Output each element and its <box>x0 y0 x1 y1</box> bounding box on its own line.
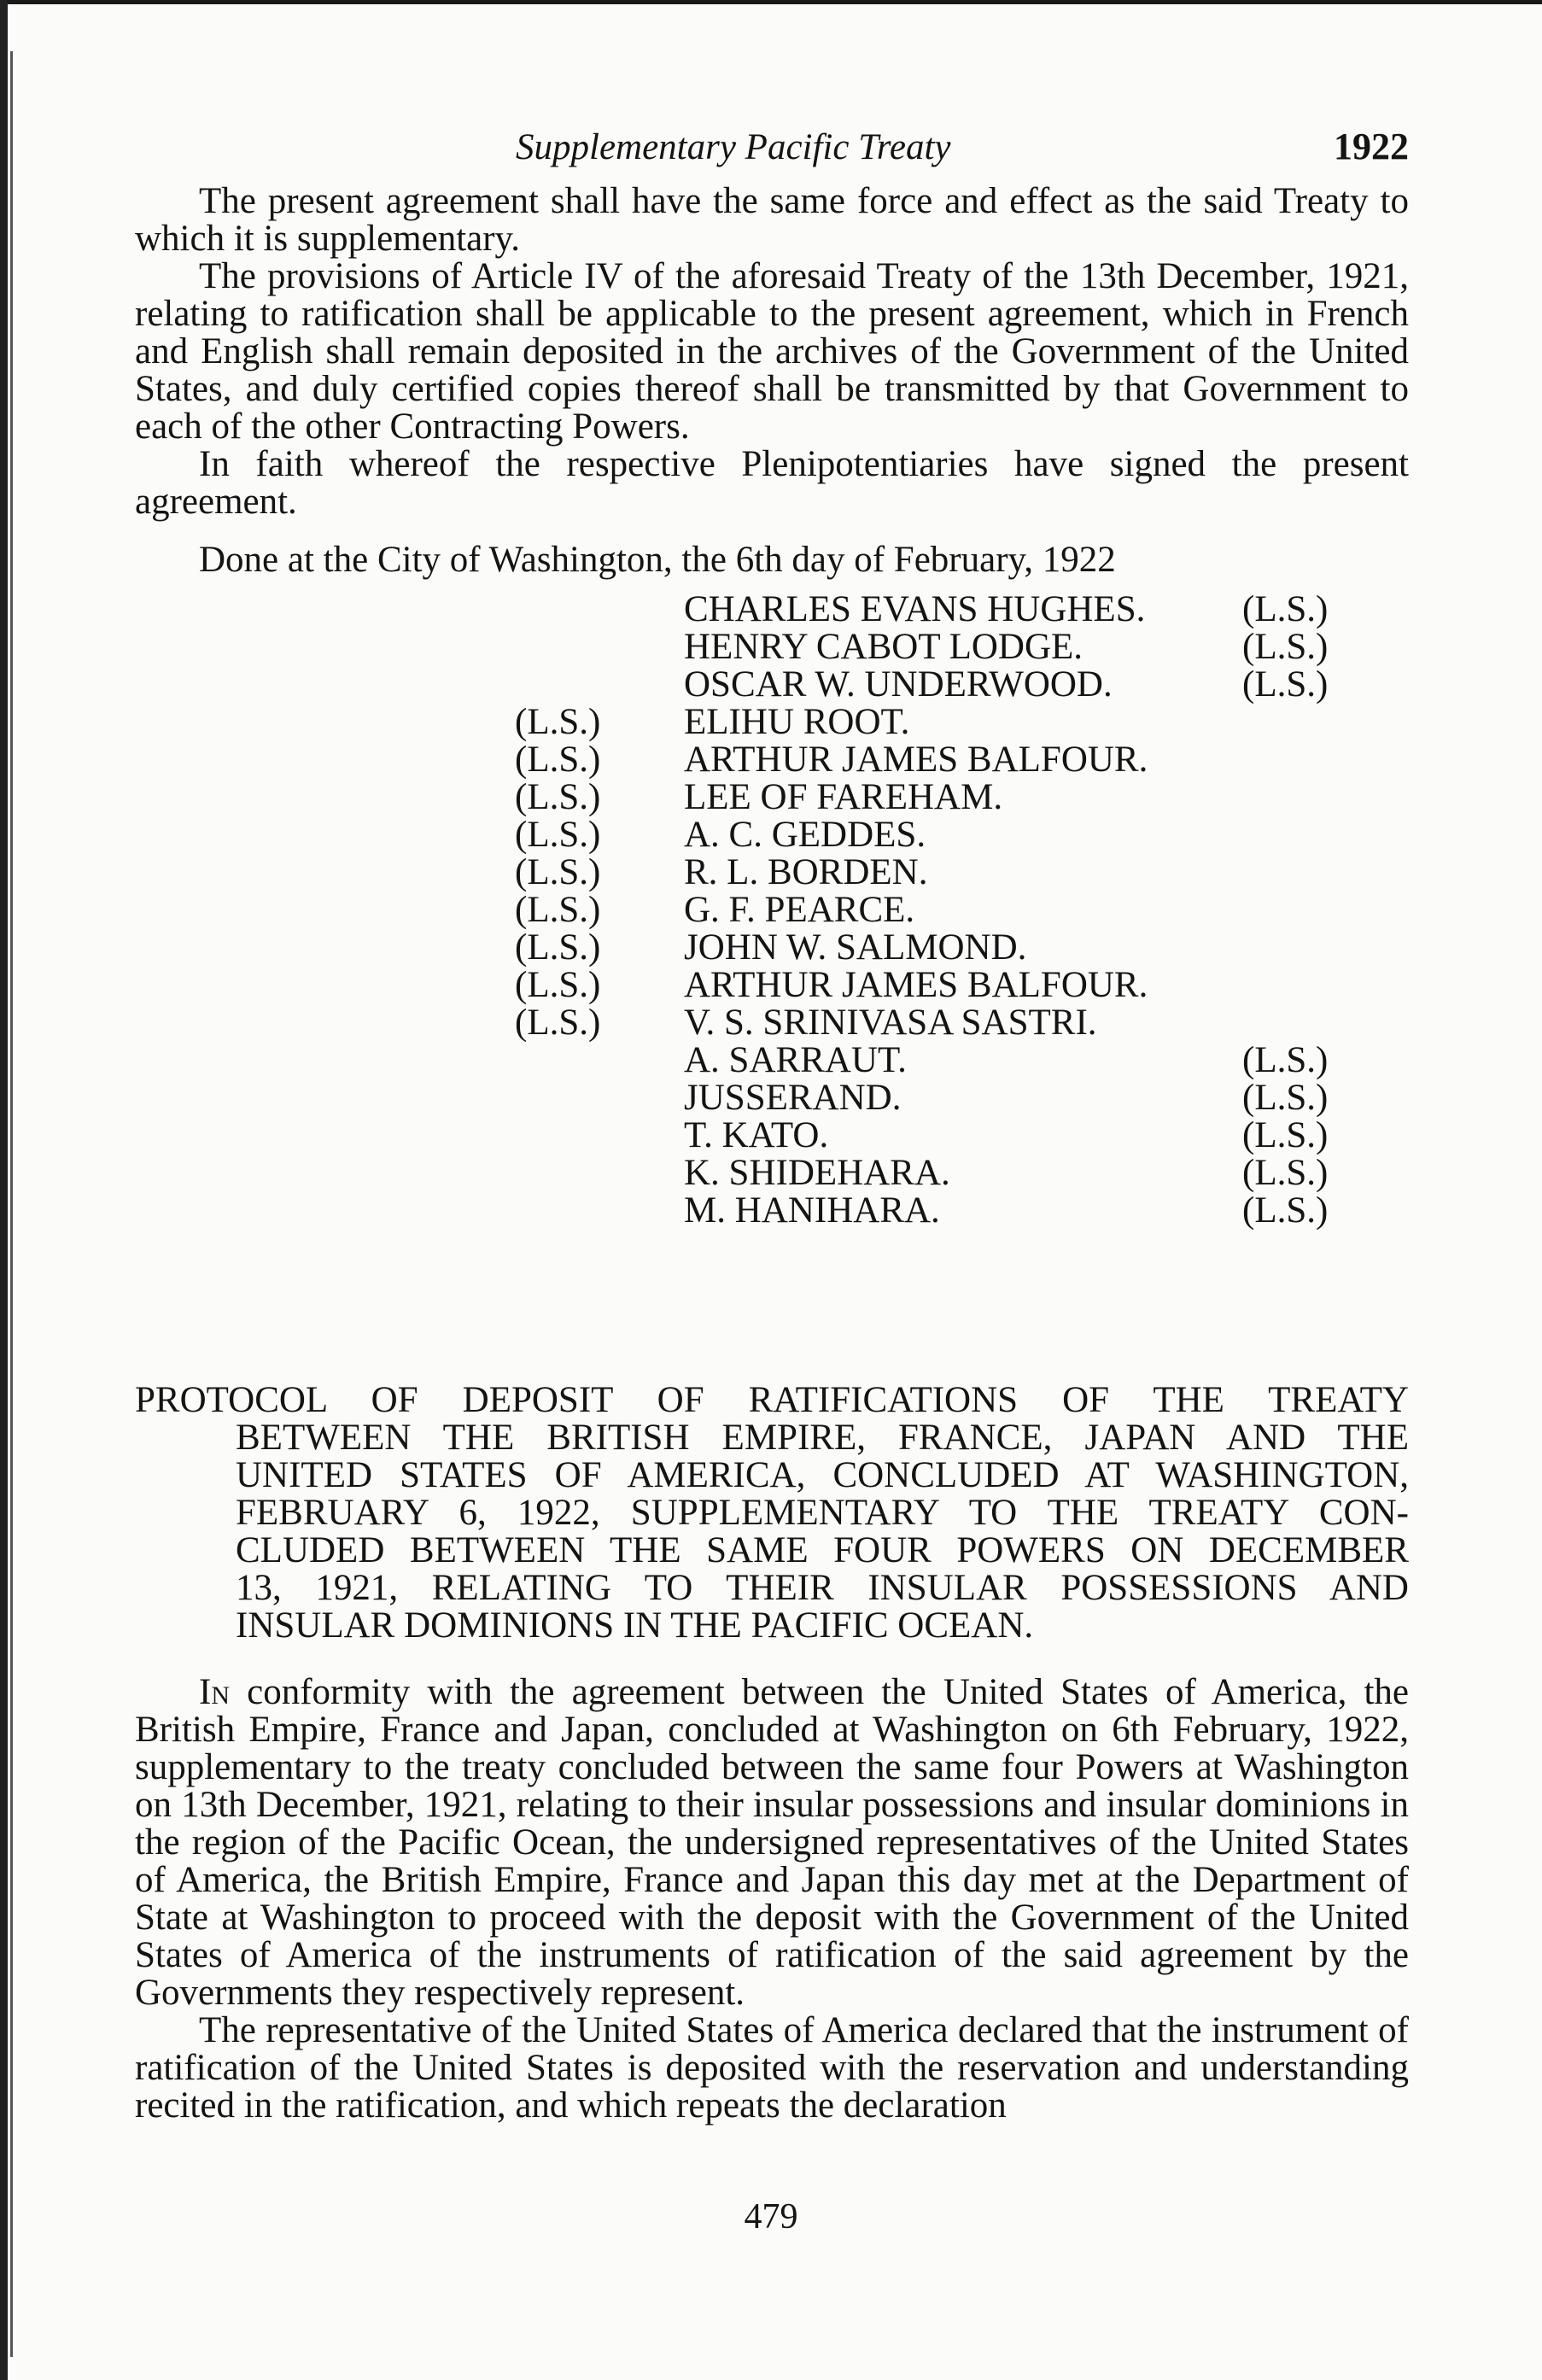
paragraph: The provisions of Article IV of the aforesaid Treaty of the 13th December, 1921, relating to ratification shall be applicable to the present agreement, which in French and English shall remain deposited in the archives of the Government of the United States, and duly certified copies thereof shall be transmitted by that Government to each of the other Contracting Powers. <box>135 256 1409 447</box>
signature-row <box>135 816 1409 854</box>
done-at-line: Done at the City of Washington, the 6th day of February, 1922 <box>199 540 1116 580</box>
signatory-name: A. SARRAUT. <box>684 1040 907 1080</box>
signatory-name: A. C. GEDDES. <box>684 815 926 855</box>
protocol-title-line: CLUDED BETWEEN THE SAME FOUR POWERS ON DECEMBER <box>236 1530 1409 1570</box>
seal-left: (L.S.) <box>515 777 601 817</box>
signature-row <box>135 1004 1409 1042</box>
signatory-name: HENRY CABOT LODGE. <box>684 627 1083 667</box>
scan-edge-left <box>0 0 8 2380</box>
signature-row <box>135 666 1409 704</box>
signatory-name: M. HANIHARA. <box>684 1190 940 1231</box>
seal-right: (L.S.) <box>1242 1040 1329 1080</box>
signatory-name: JOHN W. SALMOND. <box>684 927 1027 968</box>
protocol-title-line: BETWEEN THE BRITISH EMPIRE, FRANCE, JAPAN AND THE <box>236 1418 1409 1458</box>
scan-edge-top <box>0 0 1542 4</box>
running-header <box>135 128 1409 183</box>
protocol-title-line: 13, 1921, RELATING TO THEIR INSULAR POSSESSIONS AND <box>236 1568 1409 1608</box>
seal-right: (L.S.) <box>1242 1078 1329 1118</box>
signatory-name: ARTHUR JAMES BALFOUR. <box>684 965 1148 1005</box>
signature-row <box>135 1079 1409 1117</box>
seal-left: (L.S.) <box>515 740 601 780</box>
signature-row <box>135 1192 1409 1230</box>
running-title: Supplementary Pacific Treaty <box>516 127 951 167</box>
scan-edge-left-inner <box>10 51 13 2357</box>
signatory-name: T. KATO. <box>684 1115 829 1155</box>
seal-left: (L.S.) <box>515 1003 601 1043</box>
protocol-title-line: FEBRUARY 6, 1922, SUPPLEMENTARY TO THE TREATY CON- <box>236 1493 1409 1533</box>
seal-right: (L.S.) <box>1242 1190 1329 1231</box>
signature-row <box>135 591 1409 629</box>
seal-right: (L.S.) <box>1242 664 1329 705</box>
protocol-paragraph <box>135 1674 1409 2012</box>
signatory-name: V. S. SRINIVASA SASTRI. <box>684 1003 1097 1043</box>
signature-row <box>135 1042 1409 1079</box>
seal-left: (L.S.) <box>515 815 601 855</box>
page-number: 479 <box>744 2197 798 2237</box>
lead-word: In <box>199 1672 230 1712</box>
signature-row <box>135 854 1409 892</box>
signature-row <box>135 1117 1409 1155</box>
signatory-name: ARTHUR JAMES BALFOUR. <box>684 740 1148 780</box>
paragraph-text: conformity with the agreement between the United States of America, the British Empire, France and Japan, concluded at Washington on 6th February, 1922, supplementary to the treaty concluded between the same four Powers at Washington on 13th December, 1921, relating to their insular possessions and insular dominions in the region of the Pacific Ocean, the undersigned representatives of the United States of America, the British Empire, France and Japan this day met at the Department of State at Washington to proceed with the deposit with the Government of the United States of America of the instruments of ratification of the said agreement by the Governments they respectively represent. <box>135 1672 1409 2013</box>
document-page <box>135 128 1409 2125</box>
signatory-name: OSCAR W. UNDERWOOD. <box>684 664 1113 705</box>
signature-row <box>135 741 1409 779</box>
seal-right: (L.S.) <box>1242 1153 1329 1193</box>
signatory-name: R. L. BORDEN. <box>684 852 928 892</box>
signature-row <box>135 967 1409 1004</box>
seal-left: (L.S.) <box>515 852 601 892</box>
signatory-name: CHARLES EVANS HUGHES. <box>684 589 1146 629</box>
signature-row <box>135 629 1409 666</box>
running-year: 1922 <box>1334 126 1409 167</box>
signatory-name: LEE OF FAREHAM. <box>684 777 1003 817</box>
signature-block <box>135 591 1409 1230</box>
seal-right: (L.S.) <box>1242 627 1329 667</box>
signatory-name: G. F. PEARCE. <box>684 890 915 930</box>
protocol-paragraph: The representative of the United States of America declared that the instrument of ratification of the United States is deposited with the reservation and understanding recited in the ratification, and which repeats the declaration <box>135 2010 1409 2126</box>
signature-row <box>135 929 1409 967</box>
signature-row <box>135 779 1409 816</box>
protocol-title-line: UNITED STATES OF AMERICA, CONCLUDED AT WASHINGTON, <box>236 1455 1409 1495</box>
protocol-title-line: PROTOCOL OF DEPOSIT OF RATIFICATIONS OF THE TREATY <box>135 1380 1409 1420</box>
paragraph: The present agreement shall have the same force and effect as the said Treaty to which it is supplementary. <box>135 181 1409 259</box>
seal-left: (L.S.) <box>515 965 601 1005</box>
seal-left: (L.S.) <box>515 890 601 930</box>
protocol-title <box>135 1382 1409 1645</box>
signature-row <box>135 892 1409 929</box>
signatory-name: ELIHU ROOT. <box>684 702 910 742</box>
seal-left: (L.S.) <box>515 927 601 968</box>
signatory-name: JUSSERAND. <box>684 1078 902 1118</box>
seal-right: (L.S.) <box>1242 1115 1329 1155</box>
protocol-title-line: INSULAR DOMINIONS IN THE PACIFIC OCEAN. <box>236 1605 1034 1646</box>
seal-left: (L.S.) <box>515 702 601 742</box>
signature-row <box>135 1155 1409 1192</box>
signatory-name: K. SHIDEHARA. <box>684 1153 950 1193</box>
signature-row <box>135 704 1409 741</box>
paragraph: In faith whereof the respective Plenipotentiaries have signed the present agreement. <box>135 444 1409 522</box>
seal-right: (L.S.) <box>1242 589 1329 629</box>
